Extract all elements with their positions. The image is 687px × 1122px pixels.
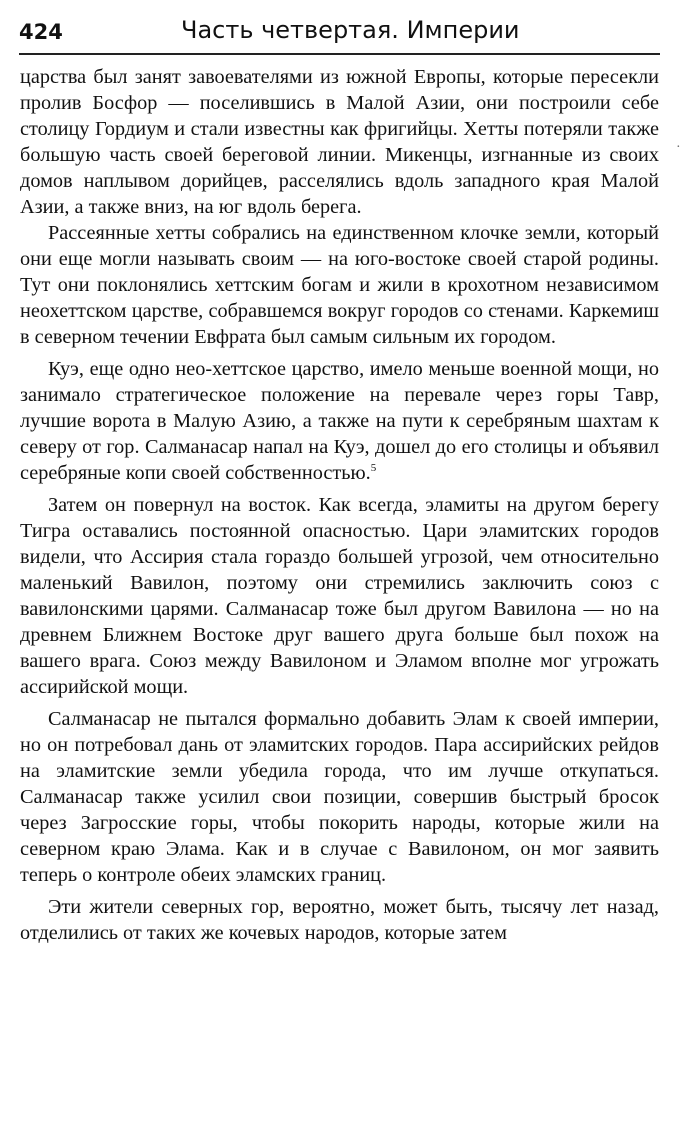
paragraph-3-text: Куэ, еще одно нео-хеттское царство, имело меньше военной мощи, но занимало стратегическое положение на перевале через горы Тавр, лучшие ворота в Малую Азию, а также на пути к серебряным шахтам к северу от гор. Салманасар напал на Куэ, дошел до его столицы и объявил серебряные копи своей собственностью. bbox=[20, 358, 659, 484]
paragraph-2: Рассеянные хетты собрались на единственном клочке земли, который они еще могли называть своим — на юго-востоке своей старой родины. Тут они поклонялись хеттским богам и жили в крохотном независимом неохеттском царстве, собравшемся вокруг городов со стенами. Каркемиш в северном течении Евфрата был самым сильным их городом. bbox=[20, 222, 659, 348]
footnote-ref: 5 bbox=[370, 462, 377, 475]
page-number: 424 bbox=[19, 20, 63, 44]
page-header bbox=[19, 8, 667, 48]
paragraph-4: Затем он повернул на восток. Как всегда, эламиты на другом берегу Тигра оставались постоянной опасностью. Цари эламитских городов видели, что Ассирия стала гораздо большей угрозой, чем относительно маленький Вавилон, поэтому они стремились заключить союз с вавилонскими царями. Салманасар тоже был другом Вавилона — но на древнем Ближнем Востоке друг вашего друга больше был похож на вашего врага. Союз между Вавилоном и Эламом вполне мог угрожать ассирийской мощи. bbox=[20, 494, 659, 698]
header-divider bbox=[19, 53, 660, 55]
paragraph-6: Эти жители северных гор, вероятно, может быть, тысячу лет назад, отделились от таких же кочевых народов, которые затем bbox=[20, 896, 659, 944]
paragraph-5: Салманасар не пытался формально добавить Элам к своей империи, но он потребовал дань от эламитских городов. Пара ассирийских рейдов на эламитские земли убедила города, что им лучше откупаться. Салманасар также усилил свои позиции, совершив быстрый бросок через Загросские горы, чтобы покорить народы, которые жили на северном краю Элама. Как и в случае с Вавилоном, он мог заявить теперь о контроле обеих эламских границ. bbox=[20, 708, 659, 886]
paragraph-1: царства был занят завоевателями из южной Европы, которые пересекли пролив Босфор — поселившись в Малой Азии, они построили себе столицу Гордиум и стали известны как фригийцы. Хетты потеряли также большую часть своей береговой линии. Микенцы, изгнанные из своих домов наплывом дорийцев, расселялись вдоль западного края Малой Азии, а также вниз, на юг вдоль берега. bbox=[20, 66, 659, 218]
body-text bbox=[20, 64, 659, 946]
running-title: Часть четвертая. Империи bbox=[181, 16, 520, 44]
scan-speck: · bbox=[676, 140, 681, 155]
paragraph-3 bbox=[20, 356, 659, 486]
